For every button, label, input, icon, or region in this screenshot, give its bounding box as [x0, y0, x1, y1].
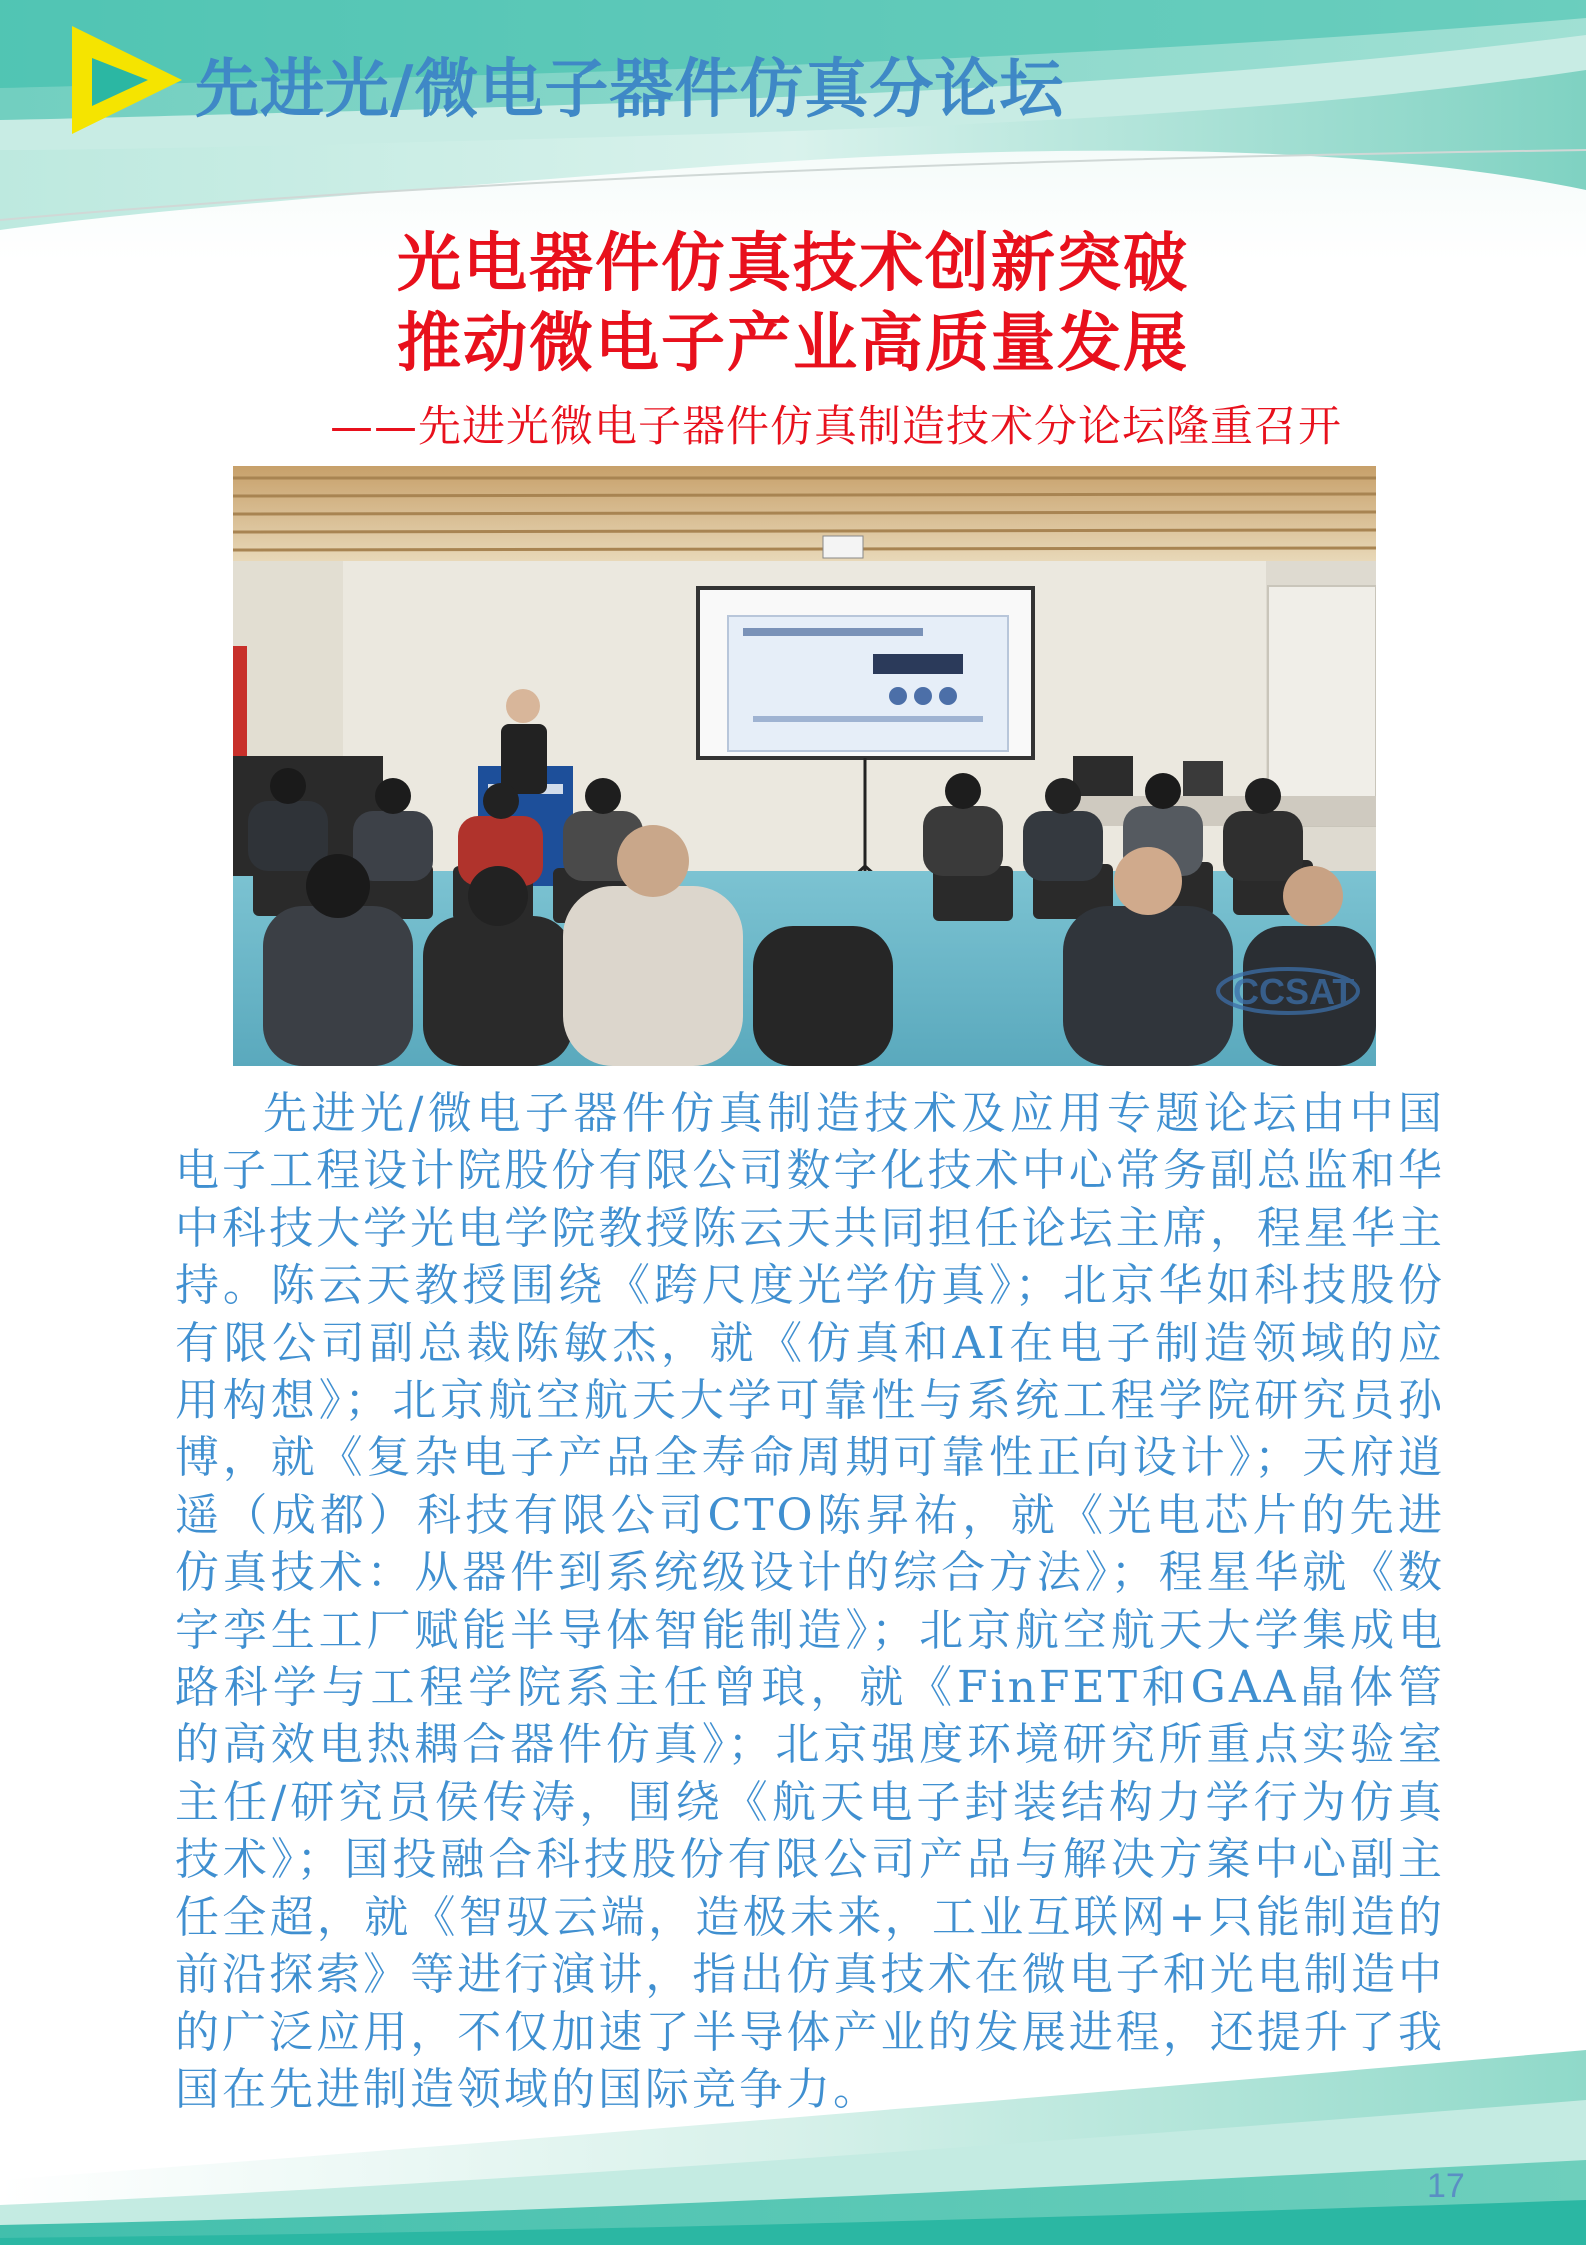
footer-decoration — [0, 2030, 1586, 2245]
photo-watermark: CCSAT — [1233, 971, 1355, 1012]
headline-line-1: 光电器件仿真技术创新突破 — [397, 226, 1189, 301]
article-body: 先进光/微电子器件仿真制造技术及应用专题论坛由中国电子工程设计院股份有限公司数字化技术中心常务副总监和华中科技大学光电学院教授陈云天共同担任论坛主席，程星华主持。陈云天教授围绕《跨尺度光学仿真》；北京华如科技股份有限公司副总裁陈敏杰，就《仿真和AI在电子制造领域的应用构想》；北京航空航天大学可靠性与系统工程学院研究员孙博，就《复杂电子产品全寿命周期可靠性正向设计》；天府逍遥（成都）科技有限公司CTO陈昇祐，就《光电芯片的先进仿真技术：从器件到系统级设计的综合方法》；程星华就《数字孪生工厂赋能半导体智能制造》；北京航空航天大学集成电路科学与工程学院系主任曾琅，就《FinFET和GAA晶体管的高效电热耦合器件仿真》；北京强度环境研究所重点实验室主任/研究员侯传涛，围绕《航天电子封装结构力学行为仿真技术》；国投融合科技股份有限公司产品与解决方案中心副主任全超，就《智驭云端，造极未来，工业互联网+只能制造的前沿探索》等进行演讲，指出仿真技术在微电子和光电制造中的广泛应用，不仅加速了半导体产业的发展进程，还提升了我国在先进制造领域的国际竞争力。 — [175, 1088, 1445, 2115]
section-title: 先进光/微电子器件仿真分论坛 — [195, 53, 1065, 127]
headline-line-2: 推动微电子产业高质量发展 — [397, 306, 1189, 381]
conference-photo — [233, 466, 1376, 1066]
page-number: 17 — [1427, 2167, 1465, 2205]
article-subtitle: ——先进光微电子器件仿真制造技术分论坛隆重召开 — [330, 402, 1342, 452]
play-arrow-icon — [70, 22, 188, 137]
